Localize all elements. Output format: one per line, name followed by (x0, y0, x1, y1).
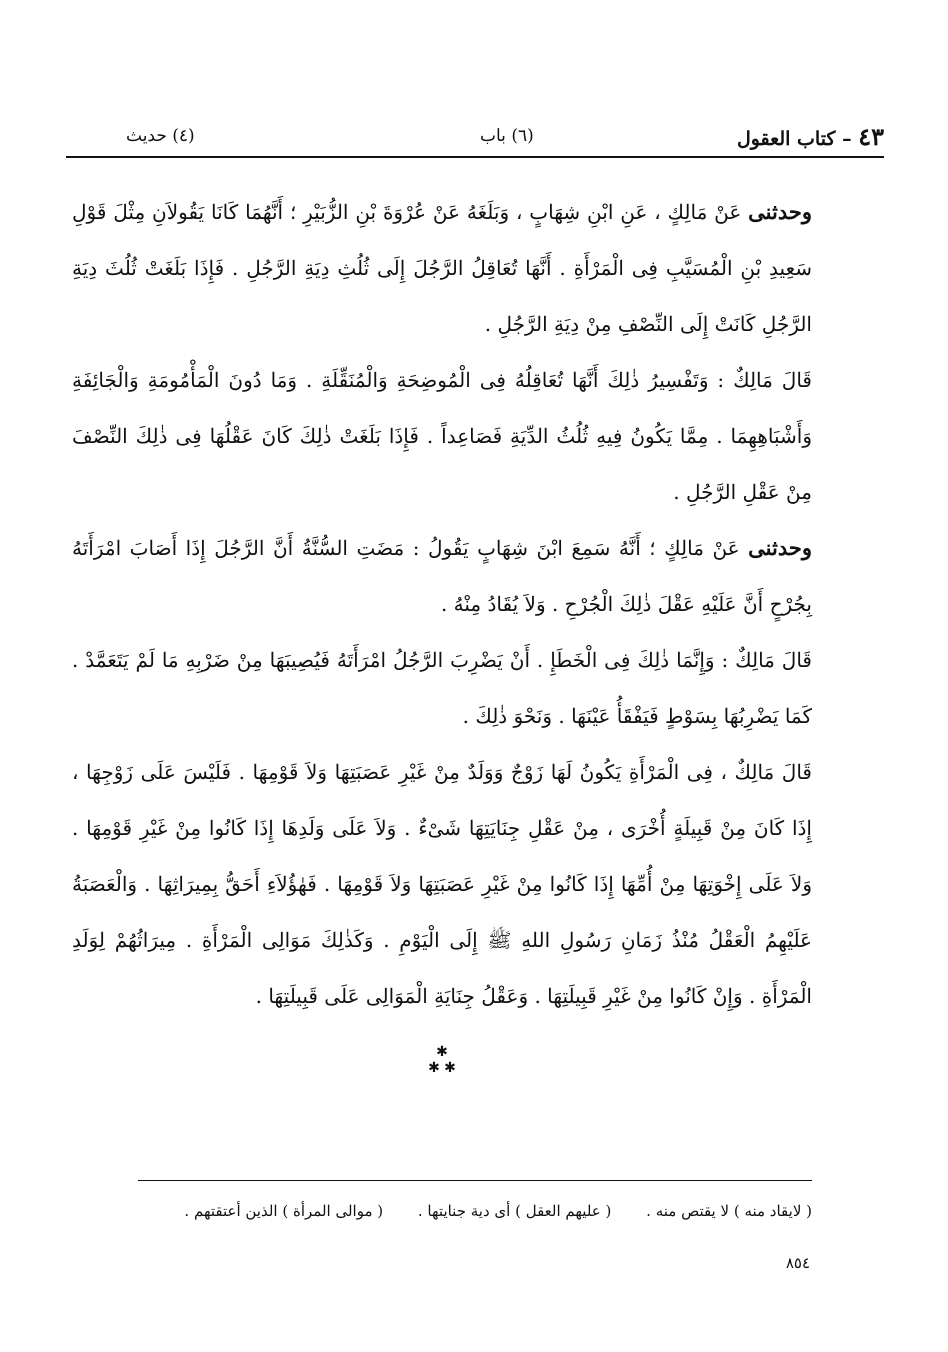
footnotes (72, 1196, 812, 1226)
footnote-3: ( موالى المرأة ) الذين أعتقتهم . (184, 1202, 384, 1220)
paragraph-5 (72, 744, 812, 1024)
paragraph-text: عَنْ مَالِكٍ ؛ أَنَّهُ سَمِعَ ابْنَ شِهَابٍ يَقُولُ : مَضَتِ السُّنَّةُ أَنَّ الرَّجُلَ إِذَا أَصَابَ امْرَأَتَهُ بِجُرْحٍ أَنَّ عَلَيْهِ عَقْلَ ذٰلِكَ الْجُرْحِ . وَلاَ يُقَادُ مِنْهُ . (72, 536, 812, 616)
main-text (72, 184, 812, 1024)
book-number: ٤٣ (858, 122, 884, 151)
paragraph-2 (72, 352, 812, 520)
svg-text:✱: ✱ (436, 1044, 448, 1060)
paragraph-text: قَالَ مَالِكٌ ، فِى الْمَرْأَةِ يَكُونُ لَهَا زَوْجٌ وَوَلَدٌ مِنْ غَيْرِ عَصَبَتِهَا وَلاَ قَوْمِهَا . فَلَيْسَ عَلَى زَوْجِهَا ، إِذَا كَانَ مِنْ قَبِيلَةٍ أُخْرَى ، مِنْ عَقْلِ جِنَايَتِهَا شَىْءٌ . وَلاَ عَلَى وَلَدِهَا إِذَا كَانُوا مِنْ غَيْرِ قَوْمِهَا . وَلاَ عَلَى إِخْوَتِهَا مِنْ أُمِّهَا إِذَا كَانُوا مِنْ غَيْرِ عَصَبَتِهَا وَلاَ قَوْمِهَا . فَهٰؤُلاَءِ أَحَقُّ بِمِيرَاثِهَا . وَالْعَصَبَةُ عَلَيْهِمُ الْعَقْلُ مُنْذُ زَمَانِ رَسُولِ اللهِ ﷺ إِلَى الْيَوْمِ . وَكَذٰلِكَ مَوَالِى الْمَرْأَةِ . مِيرَاثُهُمْ لِوَلَدِ الْمَرْأَةِ . وَإِنْ كَانُوا مِنْ غَيْرِ قَبِيلَتِهَا . وَعَقْلُ جِنَايَةِ الْمَوَالِى عَلَى قَبِيلَتِهَا . (72, 760, 812, 1008)
paragraph-text: قَالَ مَالِكٌ : وَتَفْسِيرُ ذٰلِكَ أَنَّهَا تُعَاقِلُهُ فِى الْمُوضِحَةِ وَالْمُنَقِّلَةِ . وَمَا دُونَ الْمَأْمُومَةِ وَالْجَائِفَةِ وَأَشْبَاهِهِمَا . مِمَّا يَكُونُ فِيهِ ثُلُثُ الدِّيَةِ فَصَاعِداً . فَإِذَا بَلَغَتْ ذٰلِكَ كَانَ عَقْلُهَا فِى ذٰلِكَ النِّصْفَ مِنْ عَقْلِ الرَّجُلِ . (72, 368, 812, 504)
section-separator-icon (422, 1040, 462, 1080)
page-number: ٨٥٤ (785, 1254, 810, 1272)
paragraph-lead: وحدثنى (748, 199, 812, 224)
book-heading (737, 122, 884, 151)
chapter-number: (٦) باب (480, 126, 534, 146)
book-title: – كتاب العقول (736, 128, 852, 150)
paragraph-3 (72, 520, 812, 632)
hadith-number: (٤) حديث (126, 126, 195, 146)
paragraph-text: عَنْ مَالِكٍ ، عَنِ ابْنِ شِهَابٍ ، وَبَلَغَهُ عَنْ عُرْوَةَ بْنِ الزُّبَيْرِ ؛ أَنَّهُمَا كَانَا يَقُولاَنِ مِثْلَ قَوْلِ سَعِيدِ بْنِ الْمُسَيَّبِ فِى الْمَرْأَةِ . أَنَّهَا تُعَاقِلُ الرَّجُلَ إِلَى ثُلُثِ دِيَةِ الرَّجُلِ . فَإِذَا بَلَغَتْ ثُلُثَ دِيَةِ الرَّجُلِ كَانَتْ إِلَى النِّصْفِ مِنْ دِيَةِ الرَّجُلِ . (72, 200, 812, 336)
paragraph-4 (72, 632, 812, 744)
footnote-2: ( عليهم العقل ) أى دية جنايتها . (417, 1202, 612, 1220)
paragraph-text: قَالَ مَالِكٌ : وَإِنَّمَا ذٰلِكَ فِى الْخَطَإِ . أَنْ يَضْرِبَ الرَّجُلُ امْرَأَتَهُ فَيُصِيبَهَا مِنْ ضَرْبِهِ مَا لَمْ يَتَعَمَّدْ . كَمَا يَضْرِبُهَا بِسَوْطٍ فَيَفْقَأُ عَيْنَهَا . وَنَحْوَ ذٰلِكَ . (72, 648, 812, 728)
svg-text:✱: ✱ (428, 1060, 440, 1076)
paragraph-1 (72, 184, 812, 352)
footnote-rule (138, 1180, 812, 1181)
paragraph-lead: وحدثنى (748, 535, 813, 560)
svg-text:✱: ✱ (444, 1060, 456, 1076)
header-rule (66, 156, 884, 158)
running-header (66, 118, 884, 158)
footnote-1: ( لايقاد منه ) لا يقتص منه . (646, 1202, 812, 1220)
